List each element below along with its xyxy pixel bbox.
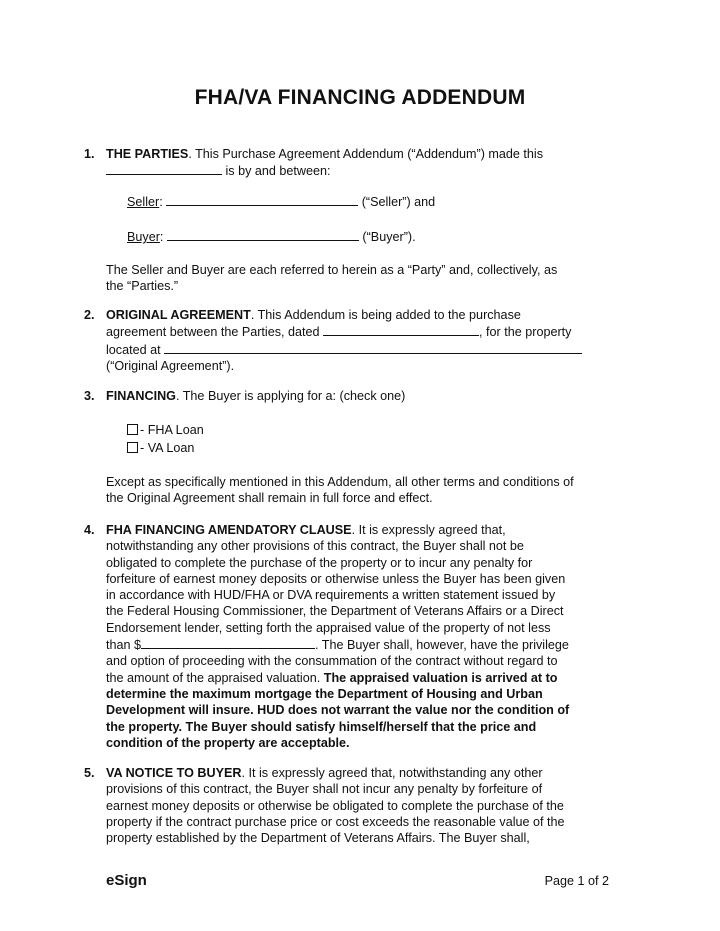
section-heading: ORIGINAL AGREEMENT — [106, 308, 251, 322]
page-number: Page 1 of 2 — [544, 874, 609, 888]
section-fha-clause — [84, 522, 624, 751]
section-text: . It is expressly agreed that, — [351, 523, 506, 537]
section-heading: VA NOTICE TO BUYER — [106, 766, 242, 780]
section-text: Endorsement lender, setting forth the appraised value of the property of not less — [106, 620, 551, 635]
va-loan-option[interactable] — [127, 440, 194, 456]
seller-label: Seller — [127, 195, 160, 209]
section-heading: FINANCING — [106, 389, 176, 403]
section-text: agreement between the Parties, dated — [106, 325, 320, 340]
section-text: , for the property — [479, 325, 572, 340]
section-text: earnest money deposits or otherwise be obligated to complete the purchase of the — [106, 798, 564, 813]
parties-definition — [106, 262, 626, 295]
buyer-row: Buyer: (“Buyer”). — [127, 230, 416, 244]
section-heading: FHA FINANCING AMENDATORY CLAUSE — [106, 523, 352, 537]
section-text: the amount of the appraised valuation. — [106, 670, 321, 685]
section-number: 2. — [84, 308, 95, 322]
section-parties — [84, 146, 624, 180]
bold-text: Development will insure. HUD does not warrant the value nor the condition of — [106, 703, 570, 718]
section-text: . The Buyer is applying for a: (check one) — [175, 389, 406, 403]
va-loan-checkbox[interactable] — [127, 442, 138, 453]
financing-note — [106, 474, 636, 507]
paragraph-line: Except as specifically mentioned in this Addendum, all other terms and conditions of — [106, 475, 574, 489]
agreement-date-blank[interactable] — [323, 323, 479, 336]
bold-text: the property. The Buyer should satisfy himself/herself that the price and — [106, 719, 537, 734]
property-address-blank[interactable] — [164, 341, 582, 354]
section-va-notice — [84, 765, 624, 846]
fha-loan-label: - FHA Loan — [140, 423, 204, 437]
bold-text: determine the maximum mortgage the Department of Housing and Urban — [106, 686, 543, 701]
date-blank[interactable] — [106, 162, 222, 175]
section-text: . This Addendum is being added to the purchase — [250, 308, 521, 322]
paragraph-line: The Seller and Buyer are each referred to herein as a “Party” and, collectively, as — [106, 263, 558, 277]
buyer-label: Buyer — [127, 230, 160, 244]
section-text: provisions of this contract, the Buyer shall not incur any penalty by forfeiture of — [106, 782, 543, 797]
document-title: FHA/VA FINANCING ADDENDUM — [194, 86, 526, 109]
esign-logo: eSign — [106, 872, 147, 889]
buyer-suffix: (“Buyer”). — [362, 230, 416, 244]
section-text: is by and between: — [225, 164, 331, 179]
section-text: notwithstanding any other provisions of this contract, the Buyer shall not be — [106, 539, 524, 554]
section-original-agreement — [84, 307, 624, 374]
section-text: forfeiture of earnest money deposits or otherwise unless the Buyer has been given — [106, 571, 566, 586]
seller-suffix: (“Seller”) and — [361, 195, 436, 209]
section-text: the Federal Housing Commissioner, the Department of Veterans Affairs or a Direct — [106, 604, 564, 619]
bold-text: condition of the property are acceptable. — [106, 735, 350, 750]
section-number: 3. — [84, 389, 95, 403]
appraised-value-blank[interactable] — [141, 636, 315, 649]
paragraph-line: the Original Agreement shall remain in full force and effect. — [106, 491, 433, 506]
section-text: . It is expressly agreed that, notwithstanding any other — [241, 766, 543, 780]
section-number: 1. — [84, 147, 95, 161]
paragraph-line: the “Parties.” — [106, 279, 179, 294]
section-text: property established by the Department of Veterans Affairs. The Buyer shall, — [106, 831, 530, 846]
section-heading: THE PARTIES — [106, 147, 189, 161]
section-text: property if the contract purchase price or cost exceeds the reasonable value of the — [106, 814, 565, 829]
fha-loan-checkbox[interactable] — [127, 424, 138, 435]
buyer-blank[interactable] — [167, 228, 359, 241]
section-text: (“Original Agreement”). — [106, 358, 235, 373]
section-text: and option of proceeding with the consummation of the contract without regard to — [106, 654, 558, 669]
seller-blank[interactable] — [166, 193, 358, 206]
section-text: than $ — [106, 638, 142, 653]
section-number: 5. — [84, 766, 95, 780]
seller-row: Seller: (“Seller”) and — [127, 195, 436, 209]
section-text: . The Buyer shall, however, have the privilege — [315, 638, 569, 653]
section-text: . This Purchase Agreement Addendum (“Addendum”) made this — [188, 147, 544, 161]
fha-loan-option[interactable] — [127, 422, 204, 438]
section-number: 4. — [84, 523, 95, 537]
section-text: in accordance with HUD/FHA or DVA requirements a written statement issued by — [106, 588, 556, 603]
section-financing — [84, 388, 624, 404]
section-text: located at — [106, 342, 161, 357]
bold-text: The appraised valuation is arrived at to — [323, 670, 558, 685]
section-text: obligated to complete the purchase of the property or to incur any penalty for — [106, 555, 533, 570]
va-loan-label: - VA Loan — [140, 441, 195, 455]
